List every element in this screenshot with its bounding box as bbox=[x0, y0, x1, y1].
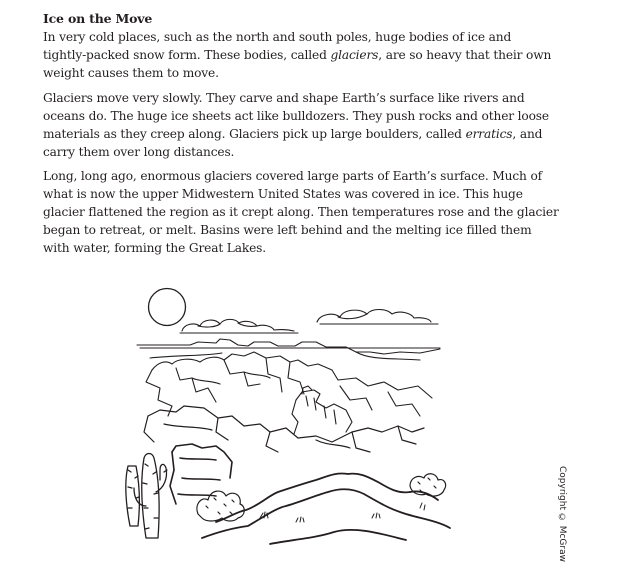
paragraph-great-lakes bbox=[43, 167, 559, 257]
cactus-icon bbox=[126, 454, 167, 539]
text-line: carry them over long distances. bbox=[43, 145, 235, 159]
text-run: tightly-packed snow form. These bodies, called bbox=[43, 48, 331, 62]
cloud-icon bbox=[317, 310, 438, 325]
section-heading: Ice on the Move bbox=[43, 11, 153, 26]
text-line: Glaciers move very slowly. They carve and shape Earth’s surface like rivers and bbox=[43, 91, 525, 105]
foreground-canyon-rim bbox=[202, 473, 450, 544]
canyon-landscape-icon bbox=[120, 282, 465, 548]
text-line: Long, long ago, enormous glaciers covered large parts of Earth’s surface. Much of bbox=[43, 169, 542, 183]
mesa-horizon bbox=[137, 339, 440, 360]
text-run: , are so heavy that their own bbox=[378, 48, 552, 62]
text-line: what is now the upper Midwestern United States was covered in ice. This huge bbox=[43, 187, 523, 201]
text-line: oceans do. The huge ice sheets act like bulldozers. They push rocks and other loose bbox=[43, 109, 549, 123]
paragraph-glaciers-movement bbox=[43, 89, 549, 161]
foreground-cliff bbox=[170, 444, 232, 504]
vocabulary-term-glaciers: glaciers bbox=[330, 48, 379, 62]
text-line: In very cold places, such as the north and south poles, huge bodies of ice and bbox=[43, 30, 512, 44]
paragraph-glaciers-formation bbox=[43, 28, 552, 82]
butte-rock bbox=[292, 386, 352, 434]
sun-icon bbox=[149, 289, 186, 326]
copyright-notice: Copyright © McGraw bbox=[557, 466, 567, 562]
vocabulary-term-erratics: erratics bbox=[465, 127, 513, 141]
text-line: glacier flattened the region as it crept along. Then temperatures rose and the glacier bbox=[43, 205, 559, 219]
shrub-icon bbox=[410, 474, 446, 496]
text-line: weight causes them to move. bbox=[43, 66, 219, 80]
text-run: , and bbox=[512, 127, 543, 141]
text-line bbox=[43, 125, 543, 143]
cloud-icon bbox=[180, 319, 298, 333]
text-run: materials as they creep along. Glaciers pick up large boulders, called bbox=[43, 127, 466, 141]
text-line bbox=[43, 46, 552, 64]
text-line: began to retreat, or melt. Basins were left behind and the melting ice filled them bbox=[43, 223, 532, 237]
text-line: with water, forming the Great Lakes. bbox=[43, 241, 266, 255]
